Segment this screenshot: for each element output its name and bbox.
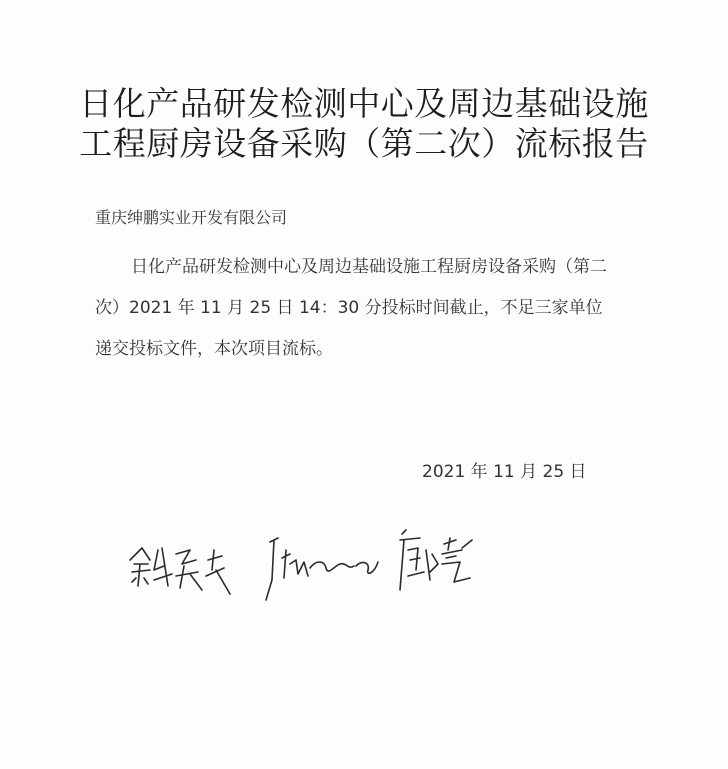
signature-3	[400, 530, 472, 590]
document-title-line-2: 工程厨房设备采购（第二次）流标报告	[79, 124, 649, 163]
document-date: 2021 年 11 月 25 日	[422, 462, 587, 482]
document-title-line-1: 日化产品研发检测中心及周边基础设施	[79, 84, 649, 123]
recipient-company: 重庆绅鹏实业开发有限公司	[95, 208, 288, 227]
handwritten-signatures	[120, 520, 500, 610]
signature-2	[266, 538, 378, 600]
body-text-line-2: 次）2021 年 11 月 25 日 14：30 分投标时间截止，不足三家单位	[95, 298, 603, 318]
signature-1	[130, 548, 230, 594]
body-text-line-1: 日化产品研发检测中心及周边基础设施工程厨房设备采购（第二	[131, 257, 607, 277]
body-text-line-3: 递交投标文件，本次项目流标。	[95, 339, 333, 359]
